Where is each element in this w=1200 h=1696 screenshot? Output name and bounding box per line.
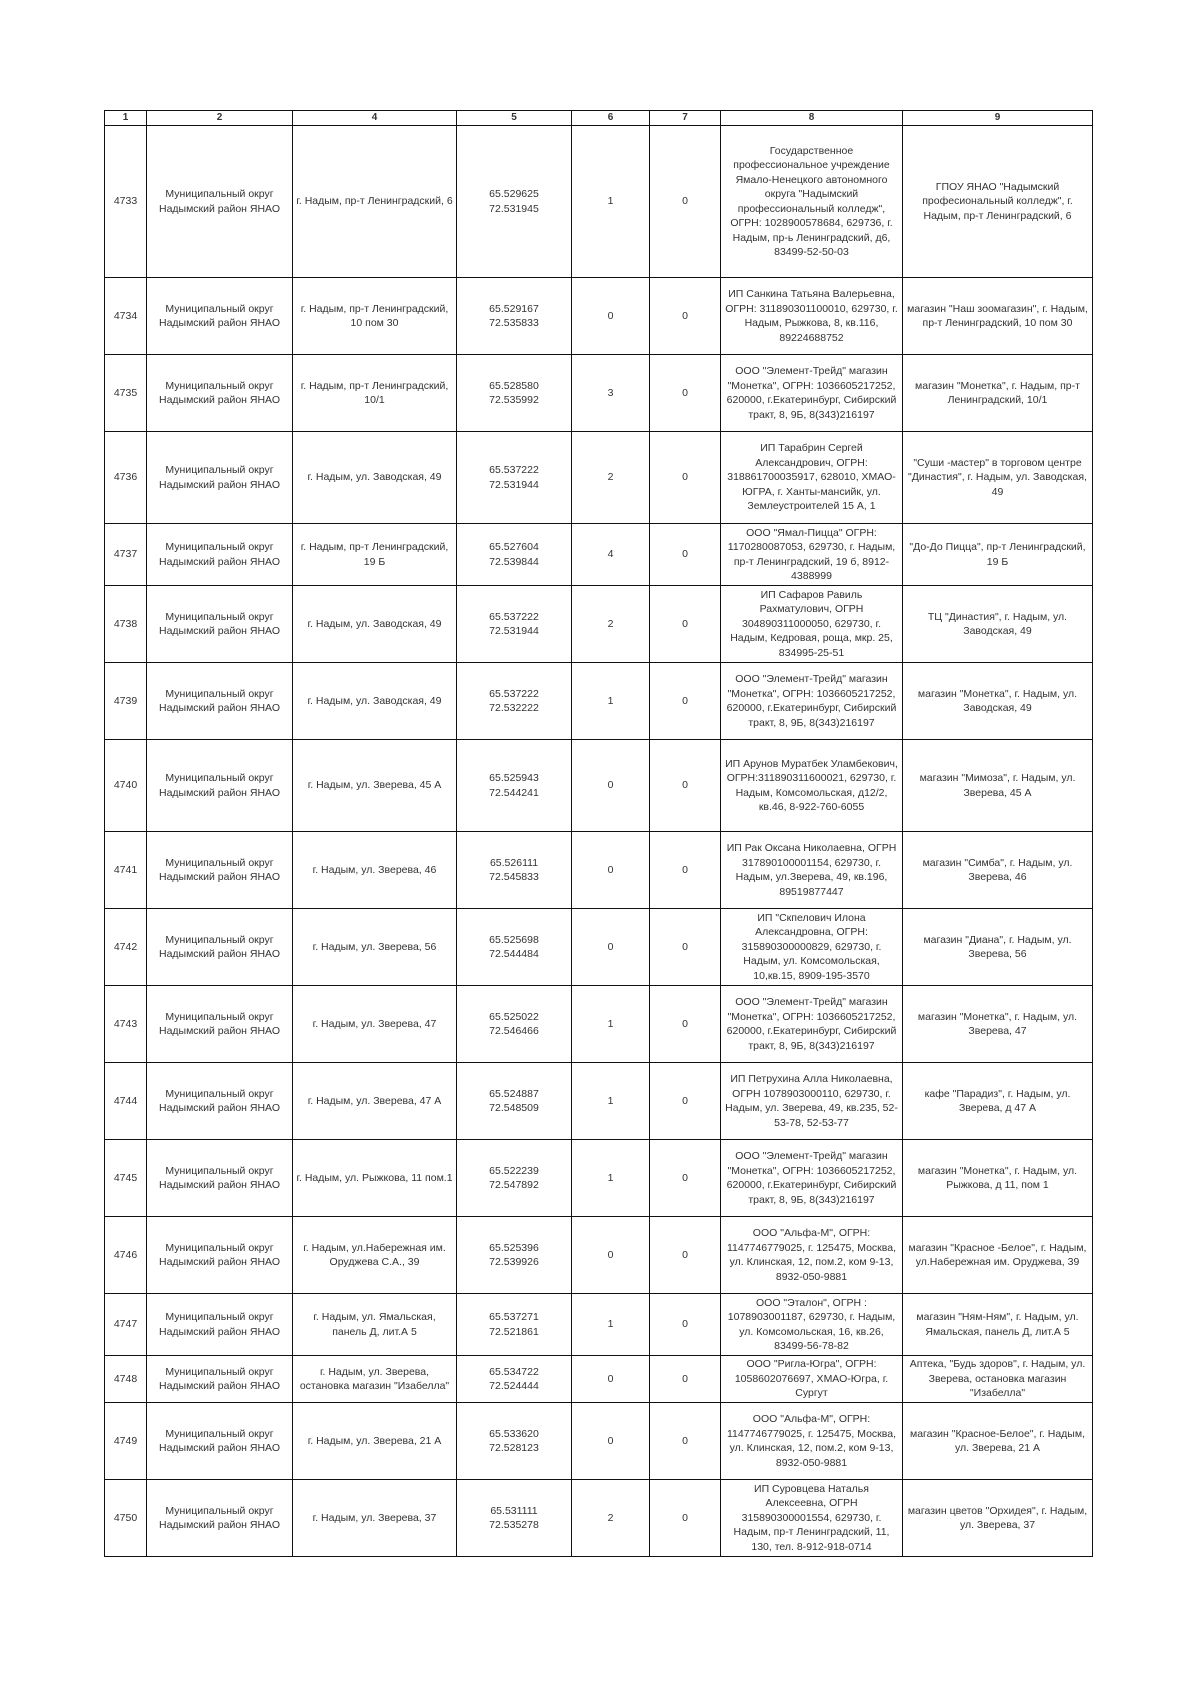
owner-cell: ООО "Элемент-Трейд" магазин "Монетка", ОГРН: 1036605217252, 620000, г.Екатеринбург, Сибирский тракт, 8, 9Б, 8(343)216197 xyxy=(721,355,903,432)
row-id: 4745 xyxy=(105,1140,147,1217)
district-cell: Муниципальный округ Надымский район ЯНАО xyxy=(147,1403,293,1480)
col6-value: 0 xyxy=(572,909,650,986)
district-cell: Муниципальный округ Надымский район ЯНАО xyxy=(147,126,293,278)
latitude: 65.533620 xyxy=(489,1427,539,1440)
object-cell: магазин "Красное -Белое", г. Надым, ул.Набережная им. Оруджева, 39 xyxy=(903,1217,1093,1294)
table-row xyxy=(105,432,1093,524)
address-cell: г. Надым, пр-т Ленинградский, 10/1 xyxy=(293,355,457,432)
district-cell: Муниципальный округ Надымский район ЯНАО xyxy=(147,909,293,986)
coordinates-cell xyxy=(457,1063,572,1140)
col7-value: 0 xyxy=(650,909,721,986)
coordinates-cell xyxy=(457,740,572,832)
longitude: 72.545833 xyxy=(489,871,539,883)
coordinates-cell xyxy=(457,1140,572,1217)
owner-cell: ООО "Ямал-Пицца" ОГРН: 1170280087053, 629730, г. Надым, пр-т Ленинградский, 19 б, 8912-4388999 xyxy=(721,524,903,586)
col6-value: 3 xyxy=(572,355,650,432)
owner-cell: ООО "Элемент-Трейд" магазин "Монетка", ОГРН: 1036605217252, 620000, г.Екатеринбург, Сибирский тракт, 8, 9Б, 8(343)216197 xyxy=(721,986,903,1063)
address-cell: г. Надым, ул. Ямальская, панель Д, лит.А 5 xyxy=(293,1294,457,1356)
col6-value: 2 xyxy=(572,1480,650,1557)
owner-cell: ИП Сафаров Равиль Рахматулович, ОГРН 304890311000050, 629730, г. Надым, Кедровая, роща, мкр. 25, 834995-25-51 xyxy=(721,586,903,663)
col7-value: 0 xyxy=(650,1480,721,1557)
object-cell: магазин "Мимоза", г. Надым, ул. Зверева, 45 А xyxy=(903,740,1093,832)
col6-value: 0 xyxy=(572,832,650,909)
district-cell: Муниципальный округ Надымский район ЯНАО xyxy=(147,986,293,1063)
longitude: 72.531944 xyxy=(489,625,539,637)
longitude: 72.531944 xyxy=(489,478,539,491)
district-cell: Муниципальный округ Надымский район ЯНАО xyxy=(147,832,293,909)
longitude: 72.546466 xyxy=(489,1025,539,1037)
table-row xyxy=(105,1140,1093,1217)
table-row xyxy=(105,986,1093,1063)
owner-cell: ООО "Элемент-Трейд" магазин "Монетка", ОГРН: 1036605217252, 620000, г.Екатеринбург, Сибирский тракт, 8, 9Б, 8(343)216197 xyxy=(721,663,903,740)
district-cell: Муниципальный округ Надымский район ЯНАО xyxy=(147,740,293,832)
row-id: 4738 xyxy=(105,586,147,663)
owner-cell: ООО "Эталон", ОГРН : 1078903001187, 629730, г. Надым, ул. Комсомольская, 16, кв.26, 83499-56-78-82 xyxy=(721,1294,903,1356)
owner-cell: ИП Суровцева Наталья Алексеевна, ОГРН 315890300001554, 629730, г. Надым, пр-т Ленинградский, 11, 130, тел. 8-912-918-0714 xyxy=(721,1480,903,1557)
coordinates-cell xyxy=(457,1217,572,1294)
district-cell: Муниципальный округ Надымский район ЯНАО xyxy=(147,1063,293,1140)
district-cell: Муниципальный округ Надымский район ЯНАО xyxy=(147,355,293,432)
object-cell: ТЦ "Династия", г. Надым, ул. Заводская, 49 xyxy=(903,586,1093,663)
header-row xyxy=(105,111,1093,126)
address-cell: г. Надым, ул. Зверева, 47 xyxy=(293,986,457,1063)
row-id: 4742 xyxy=(105,909,147,986)
latitude: 65.525396 xyxy=(489,1241,539,1254)
longitude: 72.539844 xyxy=(489,555,539,568)
table-row xyxy=(105,663,1093,740)
row-id: 4741 xyxy=(105,832,147,909)
col7-value: 0 xyxy=(650,832,721,909)
address-cell: г. Надым, ул. Зверева, остановка магазин "Изабелла" xyxy=(293,1356,457,1403)
col7-value: 0 xyxy=(650,278,721,355)
table-row xyxy=(105,909,1093,986)
owner-cell: ООО "Альфа-М", ОГРН: 1147746779025, г. 125475, Москва, ул. Клинская, 12, пом.2, ком 9-13, 8932-050-9881 xyxy=(721,1217,903,1294)
table-row xyxy=(105,1294,1093,1356)
col7-value: 0 xyxy=(650,663,721,740)
col6-value: 0 xyxy=(572,1356,650,1403)
col7-value: 0 xyxy=(650,1403,721,1480)
owner-cell: Государственное профессиональное учреждение Ямало-Ненецкого автономного округа "Надымский профессиональный колледж", ОГРН: 1028900578684, 629736, г. Надым, пр-ь Ленинградский, д6, 83499-52-50-03 xyxy=(721,126,903,278)
latitude: 65.526111 xyxy=(489,856,539,869)
latitude: 65.537271 xyxy=(489,1311,539,1323)
object-cell: ГПОУ ЯНАО "Надымский професиональный колледж", г. Надым, пр-т Ленинградский, 6 xyxy=(903,126,1093,278)
district-cell: Муниципальный округ Надымский район ЯНАО xyxy=(147,1356,293,1403)
row-id: 4733 xyxy=(105,126,147,278)
object-cell: магазин "Монетка", г. Надым, ул. Рыжкова, д 11, пом 1 xyxy=(903,1140,1093,1217)
latitude: 65.527604 xyxy=(489,541,539,553)
header-cell: 7 xyxy=(650,111,721,126)
col7-value: 0 xyxy=(650,1356,721,1403)
col7-value: 0 xyxy=(650,355,721,432)
district-cell: Муниципальный округ Надымский район ЯНАО xyxy=(147,524,293,586)
header-cell: 4 xyxy=(293,111,457,126)
longitude: 72.535278 xyxy=(489,1519,539,1531)
col6-value: 1 xyxy=(572,126,650,278)
longitude: 72.521861 xyxy=(489,1325,539,1338)
longitude: 72.535992 xyxy=(489,394,539,406)
coordinates-cell xyxy=(457,126,572,278)
latitude: 65.529625 xyxy=(489,188,539,200)
header-cell: 6 xyxy=(572,111,650,126)
table-row xyxy=(105,524,1093,586)
table-row xyxy=(105,832,1093,909)
col6-value: 2 xyxy=(572,432,650,524)
row-id: 4740 xyxy=(105,740,147,832)
address-cell: г. Надым, пр-т Ленинградский, 6 xyxy=(293,126,457,278)
coordinates-cell xyxy=(457,1356,572,1403)
table-row xyxy=(105,355,1093,432)
latitude: 65.534722 xyxy=(489,1365,539,1378)
coordinates-cell xyxy=(457,909,572,986)
row-id: 4737 xyxy=(105,524,147,586)
col7-value: 0 xyxy=(650,1140,721,1217)
object-cell: магазин "Монетка", г. Надым, ул. Зверева, 47 xyxy=(903,986,1093,1063)
col6-value: 0 xyxy=(572,278,650,355)
col6-value: 1 xyxy=(572,1140,650,1217)
col6-value: 1 xyxy=(572,1063,650,1140)
owner-cell: ООО "Альфа-М", ОГРН: 1147746779025, г. 125475, Москва, ул. Клинская, 12, пом.2, ком 9-13, 8932-050-9881 xyxy=(721,1403,903,1480)
col7-value: 0 xyxy=(650,586,721,663)
longitude: 72.547892 xyxy=(489,1179,539,1191)
coordinates-cell xyxy=(457,986,572,1063)
latitude: 65.524887 xyxy=(489,1087,539,1100)
longitude: 72.535833 xyxy=(489,317,539,329)
registry-table xyxy=(104,110,1093,1557)
table-row xyxy=(105,1063,1093,1140)
longitude: 72.544241 xyxy=(489,786,539,799)
object-cell: кафе "Парадиз", г. Надым, ул. Зверева, д 47 А xyxy=(903,1063,1093,1140)
address-cell: г. Надым, пр-т Ленинградский, 10 пом 30 xyxy=(293,278,457,355)
object-cell: магазин "Монетка", г. Надым, пр-т Ленинградский, 10/1 xyxy=(903,355,1093,432)
row-id: 4736 xyxy=(105,432,147,524)
address-cell: г. Надым, пр-т Ленинградский, 19 Б xyxy=(293,524,457,586)
owner-cell: ИП Арунов Муратбек Уламбекович, ОГРН:311890311600021, 629730, г. Надым, Комсомольская, д12/2, кв.46, 8-922-760-6055 xyxy=(721,740,903,832)
table-row xyxy=(105,740,1093,832)
col6-value: 1 xyxy=(572,986,650,1063)
header-cell: 5 xyxy=(457,111,572,126)
longitude: 72.531945 xyxy=(489,202,539,215)
address-cell: г. Надым, ул. Зверева, 37 xyxy=(293,1480,457,1557)
owner-cell: ИП "Скпелович Илона Александровна, ОГРН: 315890300000829, 629730, г. Надым, ул. Комсомольская, 10,кв.15, 8909-195-3570 xyxy=(721,909,903,986)
address-cell: г. Надым, ул. Рыжкова, 11 пом.1 xyxy=(293,1140,457,1217)
coordinates-cell xyxy=(457,832,572,909)
latitude: 65.537222 xyxy=(489,464,539,476)
table-row xyxy=(105,126,1093,278)
district-cell: Муниципальный округ Надымский район ЯНАО xyxy=(147,1140,293,1217)
district-cell: Муниципальный округ Надымский район ЯНАО xyxy=(147,278,293,355)
header-cell: 2 xyxy=(147,111,293,126)
address-cell: г. Надым, ул.Набережная им. Оруджева С.А., 39 xyxy=(293,1217,457,1294)
col7-value: 0 xyxy=(650,986,721,1063)
col6-value: 0 xyxy=(572,1217,650,1294)
district-cell: Муниципальный округ Надымский район ЯНАО xyxy=(147,1217,293,1294)
coordinates-cell xyxy=(457,1480,572,1557)
latitude: 65.525698 xyxy=(489,933,539,946)
col7-value: 0 xyxy=(650,1217,721,1294)
district-cell: Муниципальный округ Надымский район ЯНАО xyxy=(147,1480,293,1557)
owner-cell: ИП Санкина Татьяна Валерьевна, ОГРН: 311890301100010, 629730, г. Надым, Рыжкова, 8, кв.116, 89224688752 xyxy=(721,278,903,355)
address-cell: г. Надым, ул. Зверева, 47 А xyxy=(293,1063,457,1140)
header-cell: 9 xyxy=(903,111,1093,126)
latitude: 65.531111 xyxy=(490,1504,538,1517)
row-id: 4749 xyxy=(105,1403,147,1480)
longitude: 72.532222 xyxy=(489,702,539,714)
col6-value: 0 xyxy=(572,740,650,832)
address-cell: г. Надым, ул. Зверева, 21 А xyxy=(293,1403,457,1480)
row-id: 4734 xyxy=(105,278,147,355)
owner-cell: ИП Тарабрин Сергей Александрович, ОГРН: 318861700035917, 628010, ХМАО-ЮГРА, г. Ханты-мансийк, ул. Землеустроителей 15 А, 1 xyxy=(721,432,903,524)
col6-value: 1 xyxy=(572,1294,650,1356)
object-cell: магазин цветов "Орхидея", г. Надым, ул. Зверева, 37 xyxy=(903,1480,1093,1557)
coordinates-cell xyxy=(457,432,572,524)
col7-value: 0 xyxy=(650,524,721,586)
longitude: 72.544484 xyxy=(489,948,539,960)
coordinates-cell xyxy=(457,1403,572,1480)
object-cell: магазин "Наш зоомагазин", г. Надым, пр-т Ленинградский, 10 пом 30 xyxy=(903,278,1093,355)
owner-cell: ООО "Элемент-Трейд" магазин "Монетка", ОГРН: 1036605217252, 620000, г.Екатеринбург, Сибирский тракт, 8, 9Б, 8(343)216197 xyxy=(721,1140,903,1217)
latitude: 65.529167 xyxy=(489,302,539,315)
col7-value: 0 xyxy=(650,1294,721,1356)
latitude: 65.537222 xyxy=(489,687,539,700)
object-cell: магазин "Диана", г. Надым, ул. Зверева, 56 xyxy=(903,909,1093,986)
object-cell: магазин "Ням-Ням", г. Надым, ул. Ямальская, панель Д, лит.А 5 xyxy=(903,1294,1093,1356)
row-id: 4744 xyxy=(105,1063,147,1140)
district-cell: Муниципальный округ Надымский район ЯНАО xyxy=(147,586,293,663)
row-id: 4739 xyxy=(105,663,147,740)
address-cell: г. Надым, ул. Зверева, 56 xyxy=(293,909,457,986)
object-cell: магазин "Монетка", г. Надым, ул. Заводская, 49 xyxy=(903,663,1093,740)
address-cell: г. Надым, ул. Заводская, 49 xyxy=(293,663,457,740)
table-row xyxy=(105,1480,1093,1557)
latitude: 65.537222 xyxy=(489,610,539,623)
object-cell: Аптека, "Будь здоров", г. Надым, ул. Зверева, остановка магазин "Изабелла" xyxy=(903,1356,1093,1403)
longitude: 72.539926 xyxy=(489,1256,539,1268)
table-row xyxy=(105,278,1093,355)
district-cell: Муниципальный округ Надымский район ЯНАО xyxy=(147,432,293,524)
coordinates-cell xyxy=(457,278,572,355)
owner-cell: ООО "Ригла-Югра", ОГРН: 1058602076697, ХМАО-Югра, г. Сургут xyxy=(721,1356,903,1403)
coordinates-cell xyxy=(457,663,572,740)
row-id: 4747 xyxy=(105,1294,147,1356)
row-id: 4750 xyxy=(105,1480,147,1557)
object-cell: "До-До Пицца", пр-т Ленинградский, 19 Б xyxy=(903,524,1093,586)
coordinates-cell xyxy=(457,586,572,663)
object-cell: магазин "Симба", г. Надым, ул. Зверева, 46 xyxy=(903,832,1093,909)
col6-value: 1 xyxy=(572,663,650,740)
object-cell: "Суши -мастер" в торговом центре "Династия", г. Надым, ул. Заводская, 49 xyxy=(903,432,1093,524)
address-cell: г. Надым, ул. Зверева, 46 xyxy=(293,832,457,909)
header-cell: 8 xyxy=(721,111,903,126)
owner-cell: ИП Петрухина Алла Николаевна, ОГРН 1078903000110, 629730, г. Надым, ул. Зверева, 49, кв.235, 52-53-78, 52-53-77 xyxy=(721,1063,903,1140)
longitude: 72.548509 xyxy=(489,1102,539,1114)
latitude: 65.528580 xyxy=(489,379,539,392)
address-cell: г. Надым, ул. Заводская, 49 xyxy=(293,432,457,524)
latitude: 65.525022 xyxy=(489,1010,539,1023)
row-id: 4746 xyxy=(105,1217,147,1294)
col6-value: 4 xyxy=(572,524,650,586)
table-row xyxy=(105,1403,1093,1480)
latitude: 65.522239 xyxy=(489,1164,539,1177)
col7-value: 0 xyxy=(650,432,721,524)
address-cell: г. Надым, ул. Зверева, 45 А xyxy=(293,740,457,832)
table-row xyxy=(105,1356,1093,1403)
coordinates-cell xyxy=(457,355,572,432)
col6-value: 0 xyxy=(572,1403,650,1480)
header-cell: 1 xyxy=(105,111,147,126)
col7-value: 0 xyxy=(650,1063,721,1140)
district-cell: Муниципальный округ Надымский район ЯНАО xyxy=(147,663,293,740)
address-cell: г. Надым, ул. Заводская, 49 xyxy=(293,586,457,663)
coordinates-cell xyxy=(457,524,572,586)
row-id: 4735 xyxy=(105,355,147,432)
longitude: 72.528123 xyxy=(489,1442,539,1454)
latitude: 65.525943 xyxy=(489,772,539,784)
owner-cell: ИП Рак Оксана Николаевна, ОГРН 317890100001154, 629730, г. Надым, ул.Зверева, 49, кв.196, 89519877447 xyxy=(721,832,903,909)
coordinates-cell xyxy=(457,1294,572,1356)
table-row xyxy=(105,586,1093,663)
row-id: 4743 xyxy=(105,986,147,1063)
longitude: 72.524444 xyxy=(489,1380,539,1392)
col7-value: 0 xyxy=(650,126,721,278)
col7-value: 0 xyxy=(650,740,721,832)
row-id: 4748 xyxy=(105,1356,147,1403)
col6-value: 2 xyxy=(572,586,650,663)
table-row xyxy=(105,1217,1093,1294)
object-cell: магазин "Красное-Белое", г. Надым, ул. Зверева, 21 А xyxy=(903,1403,1093,1480)
district-cell: Муниципальный округ Надымский район ЯНАО xyxy=(147,1294,293,1356)
